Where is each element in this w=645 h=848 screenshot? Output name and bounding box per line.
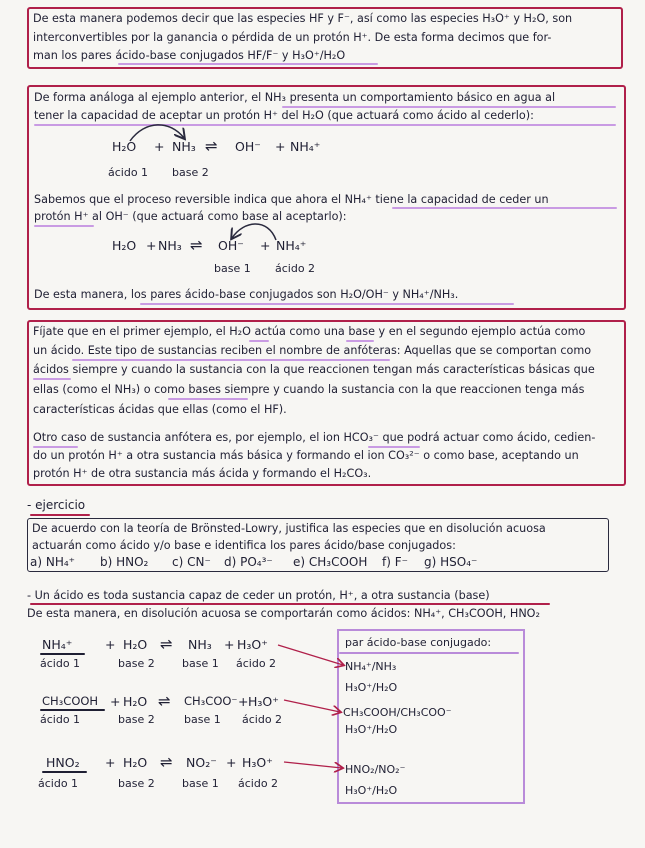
answer-definition: - Un ácido es toda sustancia capaz de ceder un protón, H⁺, a otra sustancia (base) xyxy=(27,589,490,602)
eq2-product-2: NH₄⁺ xyxy=(276,238,307,253)
eq1-label-acid-1: ácido 1 xyxy=(108,166,149,179)
eq1-label-base-2: base 2 xyxy=(172,166,209,179)
exercise-item-g: g) HSO₄⁻ xyxy=(424,555,478,569)
exercise-item-a: a) NH₄⁺ xyxy=(30,555,75,569)
pair-arrow-2 xyxy=(284,700,340,712)
intro-line-1: De esta manera podemos decir que las especies HF y F⁻, así como las especies H₃O⁺ y H₂O, son xyxy=(33,12,573,25)
eq2-label-acid-2: ácido 2 xyxy=(275,262,316,275)
exercise-item-c: c) CN⁻ xyxy=(172,555,211,569)
pair-1: NH₄⁺/NH₃ xyxy=(345,660,397,673)
exercise-line-1: De acuerdo con la teoría de Brönsted-Lowry, justifica las especies que en disolución acuosa xyxy=(32,522,546,535)
pair-arrow-1 xyxy=(278,645,343,665)
reaction-1-label-3: base 1 xyxy=(182,657,219,670)
reaction-1-plus-1: + xyxy=(105,637,116,652)
exercise-item-d: d) PO₄³⁻ xyxy=(224,555,273,569)
eq2-reactant-2: NH₃ xyxy=(158,238,182,253)
nh3-line-1: De forma análoga al ejemplo anterior, el NH₃ presenta un comportamiento básico en agua al xyxy=(34,91,556,104)
reaction-1-product-2: H₃O⁺ xyxy=(237,637,268,652)
reaction-2-label-2: base 2 xyxy=(118,713,155,726)
nh3-line-2: tener la capacidad de aceptar un protón H⁺ del H₂O (que actuará como ácido al cederlo): xyxy=(34,109,534,122)
eq1-product-1: OH⁻ xyxy=(235,139,261,154)
amphoteric-line-7: do un protón H⁺ a otra sustancia más básica y formando el ion CO₃²⁻ o como base, aceptando un xyxy=(33,449,579,462)
exercise-item-e: e) CH₃COOH xyxy=(293,555,368,569)
eq2-plus-1: + xyxy=(146,238,157,253)
amphoteric-line-6: Otro caso de sustancia anfótera es, por ejemplo, el ion HCO₃⁻ que podrá actuar como ácido, cedien- xyxy=(33,431,596,444)
exercise-heading: - ejercicio xyxy=(27,498,86,512)
eq2-plus-2: + xyxy=(260,238,271,253)
nh3-middle-line-1: Sabemos que el proceso reversible indica que ahora el NH₄⁺ tiene la capacidad de ceder un xyxy=(34,193,549,206)
exercise-item-f: f) F⁻ xyxy=(382,555,408,569)
reaction-2-reactant-2: H₂O xyxy=(123,694,148,709)
reaction-2-label-3: base 1 xyxy=(184,713,221,726)
pair-2: H₃O⁺/H₂O xyxy=(345,681,398,694)
eq1-reactant-1: H₂O xyxy=(112,139,137,154)
reaction-2-reactant-1: CH₃COOH xyxy=(42,694,99,708)
reaction-1-label-4: ácido 2 xyxy=(236,657,277,670)
eq1-reactant-2: NH₃ xyxy=(172,139,196,154)
proton-transfer-arrow-1 xyxy=(130,125,184,141)
reaction-1-product-1: NH₃ xyxy=(188,637,212,652)
reaction-2-plus-1: + xyxy=(110,694,121,709)
reaction-2-label-4: ácido 2 xyxy=(242,713,283,726)
reaction-2-label-1: ácido 1 xyxy=(40,713,81,726)
reaction-1-reactant-2: H₂O xyxy=(123,637,148,652)
eq1-plus-2: + xyxy=(275,139,286,154)
eq2-product-1: OH⁻ xyxy=(218,238,244,253)
reaction-3-label-2: base 2 xyxy=(118,777,155,790)
reaction-3-plus-2: + xyxy=(226,755,237,770)
reaction-3-product-1: NO₂⁻ xyxy=(186,755,217,770)
pair-3: CH₃COOH/CH₃COO⁻ xyxy=(343,706,452,719)
nh3-middle-line-2: protón H⁺ al OH⁻ (que actuará como base al aceptarlo): xyxy=(34,210,347,223)
reaction-3-arrow: ⇌ xyxy=(160,753,173,771)
reaction-1-arrow: ⇌ xyxy=(160,635,173,653)
proton-transfer-arrow-2 xyxy=(232,224,276,240)
reaction-3-plus-1: + xyxy=(105,755,116,770)
reaction-1-reactant-1: NH₄⁺ xyxy=(42,637,73,652)
amphoteric-line-3: ácidos siempre y cuando la sustancia con la que reaccionen tengan más características básicas que xyxy=(33,363,595,376)
eq1-product-2: NH₄⁺ xyxy=(290,139,321,154)
reaction-2-product-2: H₃O⁺ xyxy=(248,694,279,709)
eq1-plus-1: + xyxy=(154,139,165,154)
exercise-line-2: actuarán como ácido y/o base e identifica los pares ácido/base conjugados: xyxy=(32,539,456,552)
reaction-2-arrow: ⇌ xyxy=(158,692,171,710)
reaction-2-plus-2: + xyxy=(238,694,249,709)
reaction-3-label-3: base 1 xyxy=(182,777,219,790)
exercise-item-b: b) HNO₂ xyxy=(100,555,149,569)
amphoteric-line-5: características ácidas que ellas (como el HF). xyxy=(33,403,287,416)
eq2-label-base-1: base 1 xyxy=(214,262,251,275)
intro-line-3: man los pares ácido-base conjugados HF/F⁻ y H₃O⁺/H₂O xyxy=(33,49,346,62)
pair-5: HNO₂/NO₂⁻ xyxy=(345,763,406,776)
intro-line-2: interconvertibles por la ganancia o pérdida de un protón H⁺. De esta forma decimos que for- xyxy=(33,31,552,44)
answer-acids-line: De esta manera, en disolución acuosa se comportarán como ácidos: NH₄⁺, CH₃COOH, HNO₂ xyxy=(27,607,540,620)
reaction-3-product-2: H₃O⁺ xyxy=(242,755,273,770)
eq2-equilibrium-arrow: ⇌ xyxy=(190,236,203,254)
reaction-3-label-4: ácido 2 xyxy=(238,777,279,790)
reaction-3-reactant-2: H₂O xyxy=(123,755,148,770)
nh3-conclusion: De esta manera, los pares ácido-base conjugados son H₂O/OH⁻ y NH₄⁺/NH₃. xyxy=(34,288,459,301)
reaction-2-product-1: CH₃COO⁻ xyxy=(184,694,238,708)
conjugate-pairs-title: par ácido-base conjugado: xyxy=(345,636,492,649)
pair-6: H₃O⁺/H₂O xyxy=(345,784,398,797)
reaction-1-plus-2: + xyxy=(224,637,235,652)
eq1-equilibrium-arrow: ⇌ xyxy=(205,137,218,155)
amphoteric-line-4: ellas (como el NH₃) o como bases siempre y cuando la sustancia con la que reaccionen tenga más xyxy=(33,383,585,396)
eq2-reactant-1: H₂O xyxy=(112,238,137,253)
reaction-3-label-1: ácido 1 xyxy=(38,777,79,790)
pair-4: H₃O⁺/H₂O xyxy=(345,723,398,736)
amphoteric-line-8: protón H⁺ de otra sustancia más ácida y formando el H₂CO₃. xyxy=(33,467,372,480)
reaction-1-label-1: ácido 1 xyxy=(40,657,81,670)
pair-arrow-3 xyxy=(284,762,342,768)
reaction-3-reactant-1: HNO₂ xyxy=(46,755,80,770)
reaction-1-label-2: base 2 xyxy=(118,657,155,670)
amphoteric-line-2: un ácido. Este tipo de sustancias reciben el nombre de anfóteras: Aquellas que se comportan como xyxy=(33,344,592,357)
amphoteric-line-1: Fíjate que en el primer ejemplo, el H₂O actúa como una base y en el segundo ejemplo actúa como xyxy=(33,325,586,338)
